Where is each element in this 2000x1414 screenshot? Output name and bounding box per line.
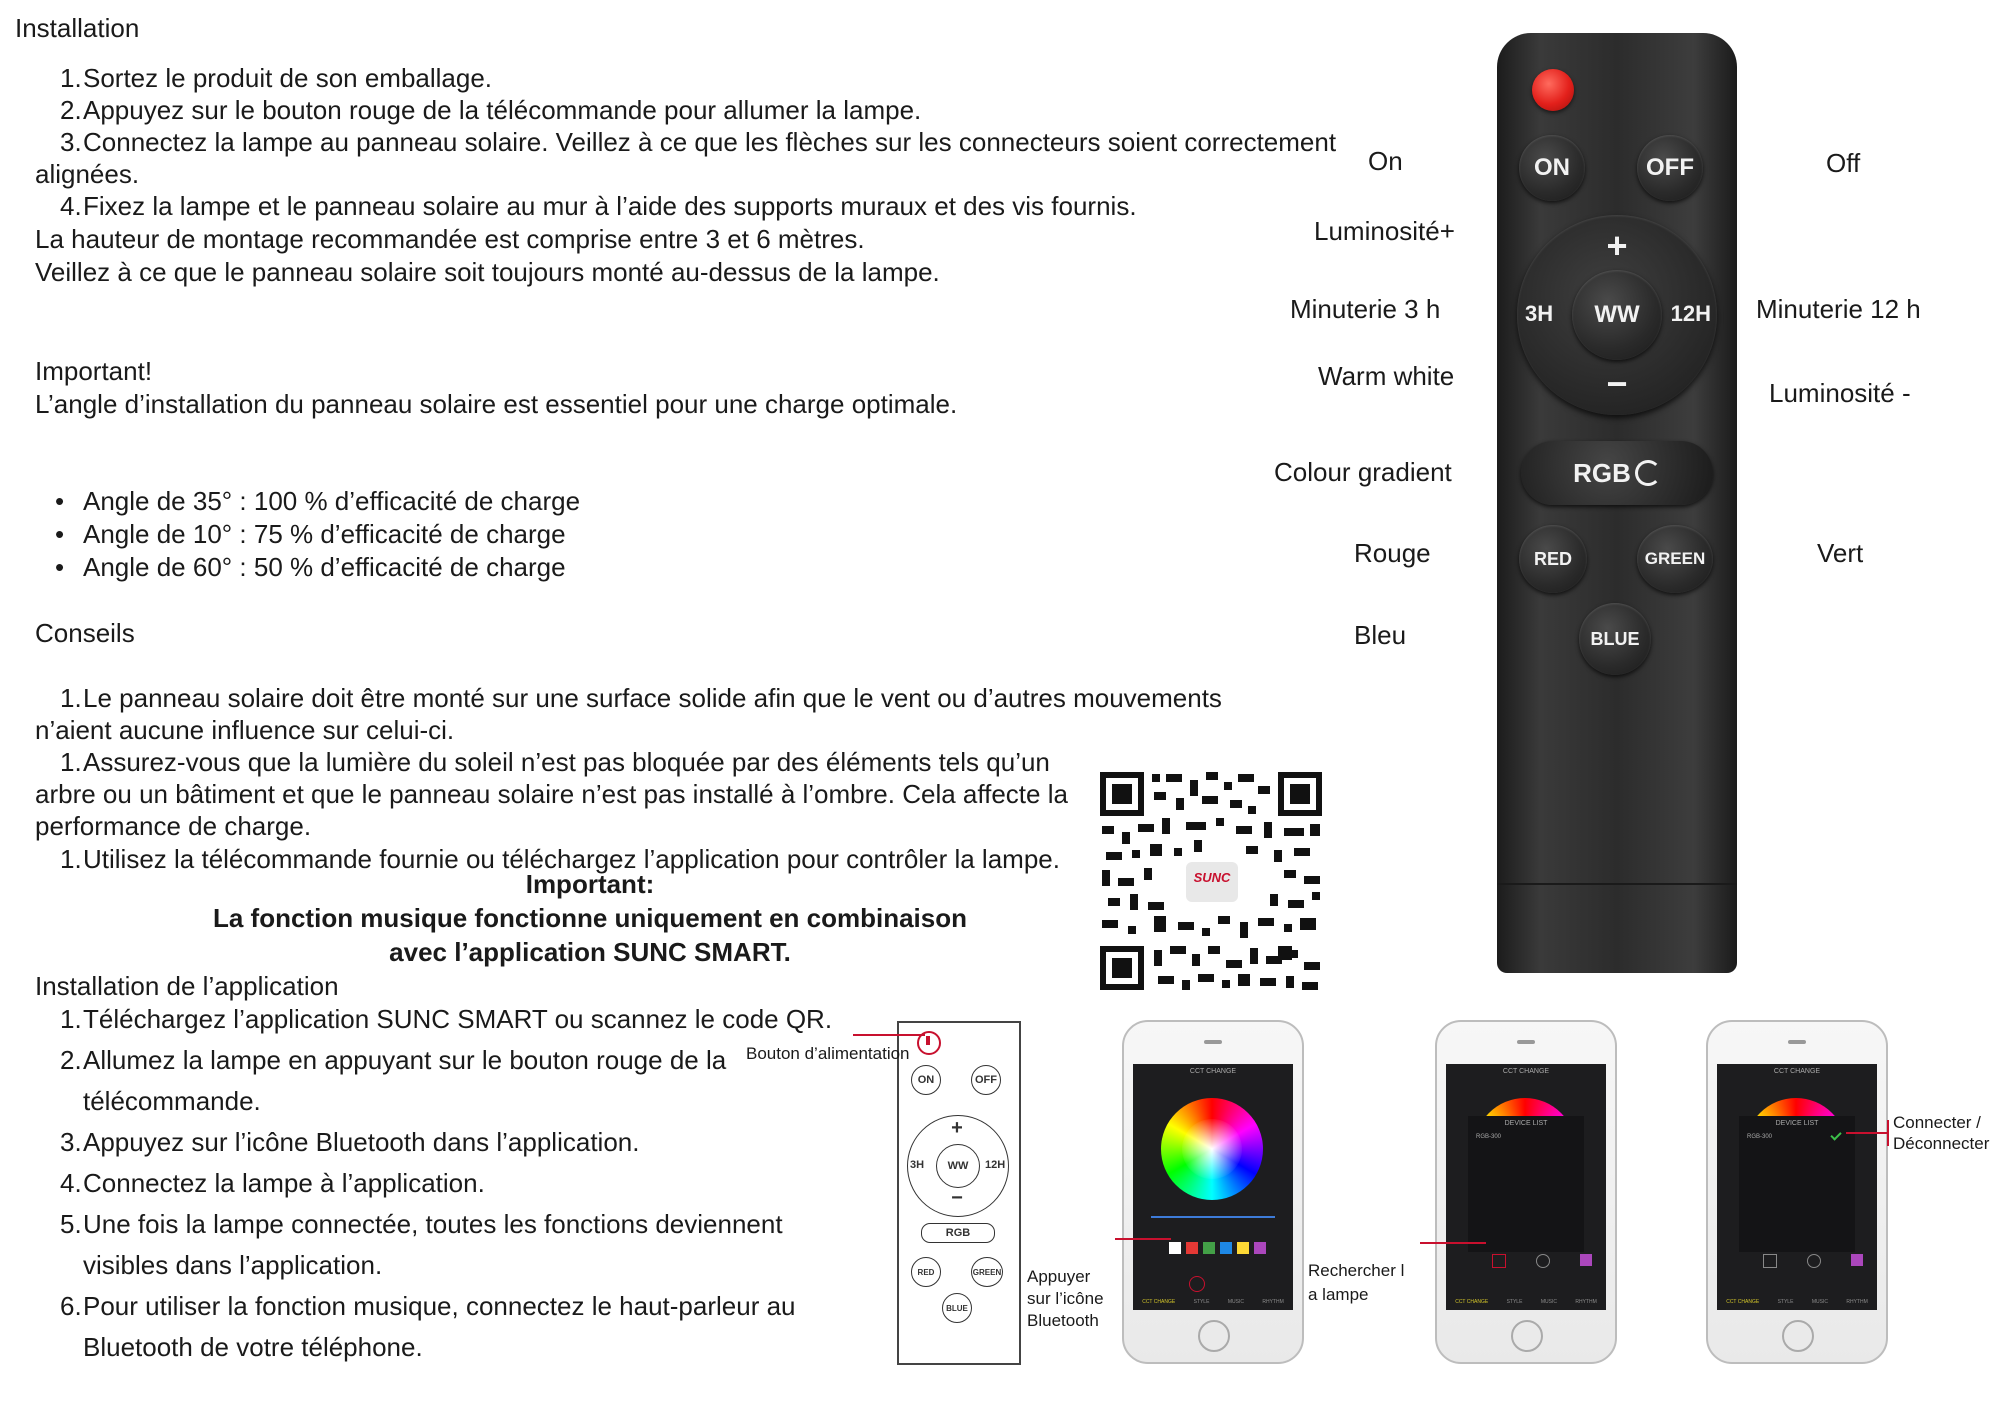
- timer-12h-button[interactable]: 12H: [1670, 301, 1711, 326]
- brightness-plus-button[interactable]: +: [1606, 225, 1628, 266]
- tip-text: Utilisez la télécommande fournie ou téléchargez l’application pour contrôler la lampe.: [83, 844, 1060, 874]
- device-list-title: DEVICE LIST: [1775, 1120, 1819, 1127]
- remote-seam: [1497, 883, 1737, 885]
- step-text: Sortez le produit de son emballage.: [83, 63, 493, 93]
- phone-2: [1435, 1020, 1617, 1364]
- power-callout-label: Bouton d’alimentation: [746, 1044, 910, 1063]
- tab-bar: [1446, 1294, 1606, 1310]
- step-text: Fixez la lampe et le panneau solaire au mur à l’aide des supports muraux et des vis fournis.: [83, 191, 1137, 221]
- step-number: 3.: [60, 1127, 82, 1157]
- music-note-line: avec l’application SUNC SMART.: [389, 937, 791, 967]
- swatch-blue[interactable]: [1220, 1242, 1232, 1254]
- bluetooth-callout-label: Appuyer: [1027, 1267, 1091, 1286]
- label-timer-12h: Minuterie 12 h: [1756, 294, 1921, 324]
- tip-text: Le panneau solaire doit être monté sur une surface solide afin que le vent ou d’autres mouvements: [83, 683, 1222, 713]
- green-button[interactable]: GREEN: [1637, 525, 1713, 593]
- tab-cct[interactable]: CCT CHANGE: [1455, 1299, 1489, 1305]
- step-number: 1.: [60, 1004, 82, 1034]
- bluetooth-callout-label: Bluetooth: [1027, 1311, 1099, 1330]
- swatch-white[interactable]: [1169, 1242, 1181, 1254]
- step-number: 1.: [60, 747, 82, 777]
- label-off: Off: [1826, 148, 1861, 178]
- color-swatches: [1169, 1242, 1266, 1254]
- close-icon[interactable]: [1807, 1254, 1821, 1268]
- screen-title: CCT CHANGE: [1502, 1068, 1550, 1075]
- tip-text: n’aient aucune influence sur celui-ci.: [35, 715, 455, 745]
- label-blue: Bleu: [1354, 620, 1407, 650]
- diagram-plus: +: [951, 1117, 963, 1139]
- close-icon[interactable]: [1536, 1254, 1550, 1268]
- search-icon[interactable]: [1492, 1254, 1506, 1268]
- important-title: Important!: [35, 356, 153, 386]
- tab-style[interactable]: STYLE: [1506, 1299, 1523, 1305]
- label-timer-3h: Minuterie 3 h: [1290, 294, 1441, 324]
- installation-title: Installation: [15, 13, 140, 43]
- red-button[interactable]: RED: [1519, 525, 1587, 593]
- phone-screen: [1446, 1064, 1606, 1310]
- step-number: 2.: [60, 1045, 82, 1075]
- app-step-text: Pour utiliser la fonction musique, connectez le haut-parleur au: [83, 1291, 796, 1321]
- connected-check-icon[interactable]: [1830, 1129, 1841, 1140]
- tab-rhythm[interactable]: RHYTHM: [1262, 1299, 1284, 1305]
- dpad: [1517, 215, 1717, 415]
- gradient-icon: [1635, 460, 1661, 486]
- device-list-panel: [1468, 1116, 1584, 1252]
- step-number: 4.: [60, 1168, 82, 1198]
- label-green: Vert: [1817, 538, 1864, 568]
- screen-title: CCT CHANGE: [1773, 1068, 1821, 1075]
- brightness-slider[interactable]: [1151, 1216, 1275, 1218]
- timer-3h-button[interactable]: 3H: [1525, 301, 1554, 326]
- tab-cct[interactable]: CCT CHANGE: [1726, 1299, 1760, 1305]
- color-wheel[interactable]: [1161, 1098, 1263, 1200]
- connect-callout-label: Déconnecter: [1893, 1134, 1990, 1153]
- tab-cct[interactable]: CCT CHANGE: [1142, 1299, 1176, 1305]
- step-text: Connectez la lampe au panneau solaire. Veillez à ce que les flèches sur les connecteurs soient correctement: [83, 127, 1337, 157]
- tab-style[interactable]: STYLE: [1777, 1299, 1794, 1305]
- tip-text: performance de charge.: [35, 811, 312, 841]
- warm-white-button[interactable]: WW: [1572, 270, 1662, 360]
- label-warm-white: Warm white: [1318, 361, 1455, 391]
- swatch-red[interactable]: [1186, 1242, 1198, 1254]
- on-button[interactable]: ON: [1519, 135, 1585, 201]
- phone-1: [1122, 1020, 1304, 1364]
- music-note-line: La fonction musique fonctionne uniquement en combinaison: [212, 903, 967, 933]
- qr-code: [1098, 770, 1324, 992]
- app-step-text: visibles dans l’application.: [83, 1250, 383, 1280]
- tab-music[interactable]: MUSIC: [1540, 1299, 1557, 1305]
- app-step-text: Allumez la lampe en appuyant sur le bouton rouge de la: [83, 1045, 727, 1075]
- swatch-yellow[interactable]: [1237, 1242, 1249, 1254]
- power-symbol: [926, 1036, 930, 1045]
- tab-music[interactable]: MUSIC: [1227, 1299, 1244, 1305]
- remote-control: [1497, 33, 1737, 973]
- connect-callout-label: Connecter /: [1893, 1113, 1981, 1132]
- label-on: On: [1368, 146, 1403, 176]
- tab-rhythm[interactable]: RHYTHM: [1846, 1299, 1868, 1305]
- tab-style[interactable]: STYLE: [1193, 1299, 1210, 1305]
- power-callout-line: [853, 1034, 925, 1036]
- swatch-purple[interactable]: [1851, 1254, 1863, 1266]
- bluetooth-icon[interactable]: [1189, 1276, 1205, 1292]
- device-list-panel: [1739, 1116, 1855, 1252]
- bullet: •: [55, 519, 65, 549]
- phone-speaker: [1204, 1040, 1222, 1044]
- step-text: Appuyez sur le bouton rouge de la télécommande pour allumer la lampe.: [83, 95, 922, 125]
- diagram-red: RED: [911, 1257, 941, 1287]
- app-step-text: Bluetooth de votre téléphone.: [83, 1332, 423, 1362]
- mount-height: La hauteur de montage recommandée est comprise entre 3 et 6 mètres.: [35, 224, 865, 254]
- app-step-text: Téléchargez l’application SUNC SMART ou scannez le code QR.: [83, 1004, 833, 1034]
- power-button[interactable]: [1532, 69, 1574, 111]
- home-button: [1511, 1320, 1543, 1352]
- rgb-button[interactable]: [1521, 441, 1713, 505]
- color-wheel-center: [1182, 1119, 1242, 1179]
- music-important-title: Important:: [525, 869, 655, 899]
- diagram-minus: −: [951, 1187, 963, 1209]
- blue-button[interactable]: BLUE: [1579, 603, 1651, 675]
- tab-bar: [1133, 1294, 1293, 1310]
- tab-rhythm[interactable]: RHYTHM: [1575, 1299, 1597, 1305]
- step-number: 6.: [60, 1291, 82, 1321]
- app-install-title: Installation de l’application: [35, 971, 339, 1001]
- angle-item: Angle de 60° : 50 % d’efficacité de charge: [83, 552, 566, 582]
- tip-text: Assurez-vous que la lumière du soleil n’est pas bloquée par des éléments tels qu’un: [83, 747, 1050, 777]
- diagram-ww: WW: [936, 1144, 980, 1188]
- step-number: 3.: [60, 127, 82, 157]
- tab-bar: [1717, 1294, 1877, 1310]
- tip-text: arbre ou un bâtiment et que le panneau solaire n’est pas installé à l’ombre. Cela affecte la: [35, 779, 1068, 809]
- remote-diagram: [897, 1021, 1021, 1365]
- brightness-minus-button[interactable]: −: [1606, 363, 1628, 404]
- phone-screen: [1133, 1064, 1293, 1310]
- label-brightness-plus: Luminosité+: [1314, 216, 1455, 246]
- step-number: 4.: [60, 191, 82, 221]
- step-number: 2.: [60, 95, 82, 125]
- rgb-label: RGB: [1573, 457, 1631, 488]
- label-red: Rouge: [1354, 538, 1431, 568]
- app-step-text: Appuyez sur l’icône Bluetooth dans l’application.: [83, 1127, 640, 1157]
- tips-title: Conseils: [35, 618, 135, 648]
- connect-callout-tick: [1887, 1120, 1889, 1146]
- tab-music[interactable]: MUSIC: [1811, 1299, 1828, 1305]
- qr-sunc-logo: SUNC: [1193, 870, 1231, 885]
- device-item[interactable]: RGB-300: [1747, 1134, 1773, 1140]
- app-step-text: Une fois la lampe connectée, toutes les fonctions deviennent: [83, 1209, 783, 1239]
- bullet: •: [55, 552, 65, 582]
- app-step-text: Connectez la lampe à l’application.: [83, 1168, 485, 1198]
- mount-above: Veillez à ce que le panneau solaire soit toujours monté au-dessus de la lampe.: [35, 257, 940, 287]
- phone-screen: [1717, 1064, 1877, 1310]
- connect-callout-line: [1846, 1132, 1888, 1134]
- step-number: 1.: [60, 63, 82, 93]
- home-button: [1782, 1320, 1814, 1352]
- phone-speaker: [1788, 1040, 1806, 1044]
- label-brightness-minus: Luminosité -: [1769, 378, 1911, 408]
- angle-item: Angle de 35° : 100 % d’efficacité de charge: [83, 486, 581, 516]
- angle-item: Angle de 10° : 75 % d’efficacité de charge: [83, 519, 566, 549]
- app-step-text: télécommande.: [83, 1086, 261, 1116]
- step-number: 5.: [60, 1209, 82, 1239]
- home-button: [1198, 1320, 1230, 1352]
- search-callout-line: [1420, 1242, 1486, 1244]
- step-number: 1.: [60, 844, 82, 874]
- diagram-rgb: RGB: [921, 1223, 995, 1243]
- label-colour-gradient: Colour gradient: [1274, 457, 1452, 487]
- diagram-on-button: ON: [911, 1065, 941, 1095]
- bluetooth-callout-label: sur l’icône: [1027, 1289, 1104, 1308]
- bullet: •: [55, 486, 65, 516]
- screen-title: CCT CHANGE: [1189, 1068, 1237, 1075]
- bluetooth-callout-line: [1115, 1238, 1171, 1240]
- phone-3: [1706, 1020, 1888, 1364]
- important-text: L’angle d’installation du panneau solaire est essentiel pour une charge optimale.: [35, 389, 958, 419]
- diagram-12h: 12H: [985, 1159, 1006, 1171]
- swatch-purple[interactable]: [1580, 1254, 1592, 1266]
- diagram-3h: 3H: [910, 1159, 925, 1171]
- device-item[interactable]: RGB-300: [1476, 1134, 1502, 1140]
- off-button[interactable]: OFF: [1637, 135, 1703, 201]
- swatch-purple[interactable]: [1254, 1242, 1266, 1254]
- swatch-green[interactable]: [1203, 1242, 1215, 1254]
- phone-speaker: [1517, 1040, 1535, 1044]
- device-list-title: DEVICE LIST: [1504, 1120, 1548, 1127]
- step-number: 1.: [60, 683, 82, 713]
- diagram-off-button: OFF: [971, 1065, 1001, 1095]
- search-icon[interactable]: [1763, 1254, 1777, 1268]
- diagram-blue: BLUE: [942, 1293, 972, 1323]
- search-callout-label: Rechercher l: [1308, 1261, 1405, 1280]
- diagram-green: GREEN: [971, 1257, 1003, 1287]
- search-callout-label: a lampe: [1308, 1285, 1369, 1304]
- step-text-cont: alignées.: [35, 159, 140, 189]
